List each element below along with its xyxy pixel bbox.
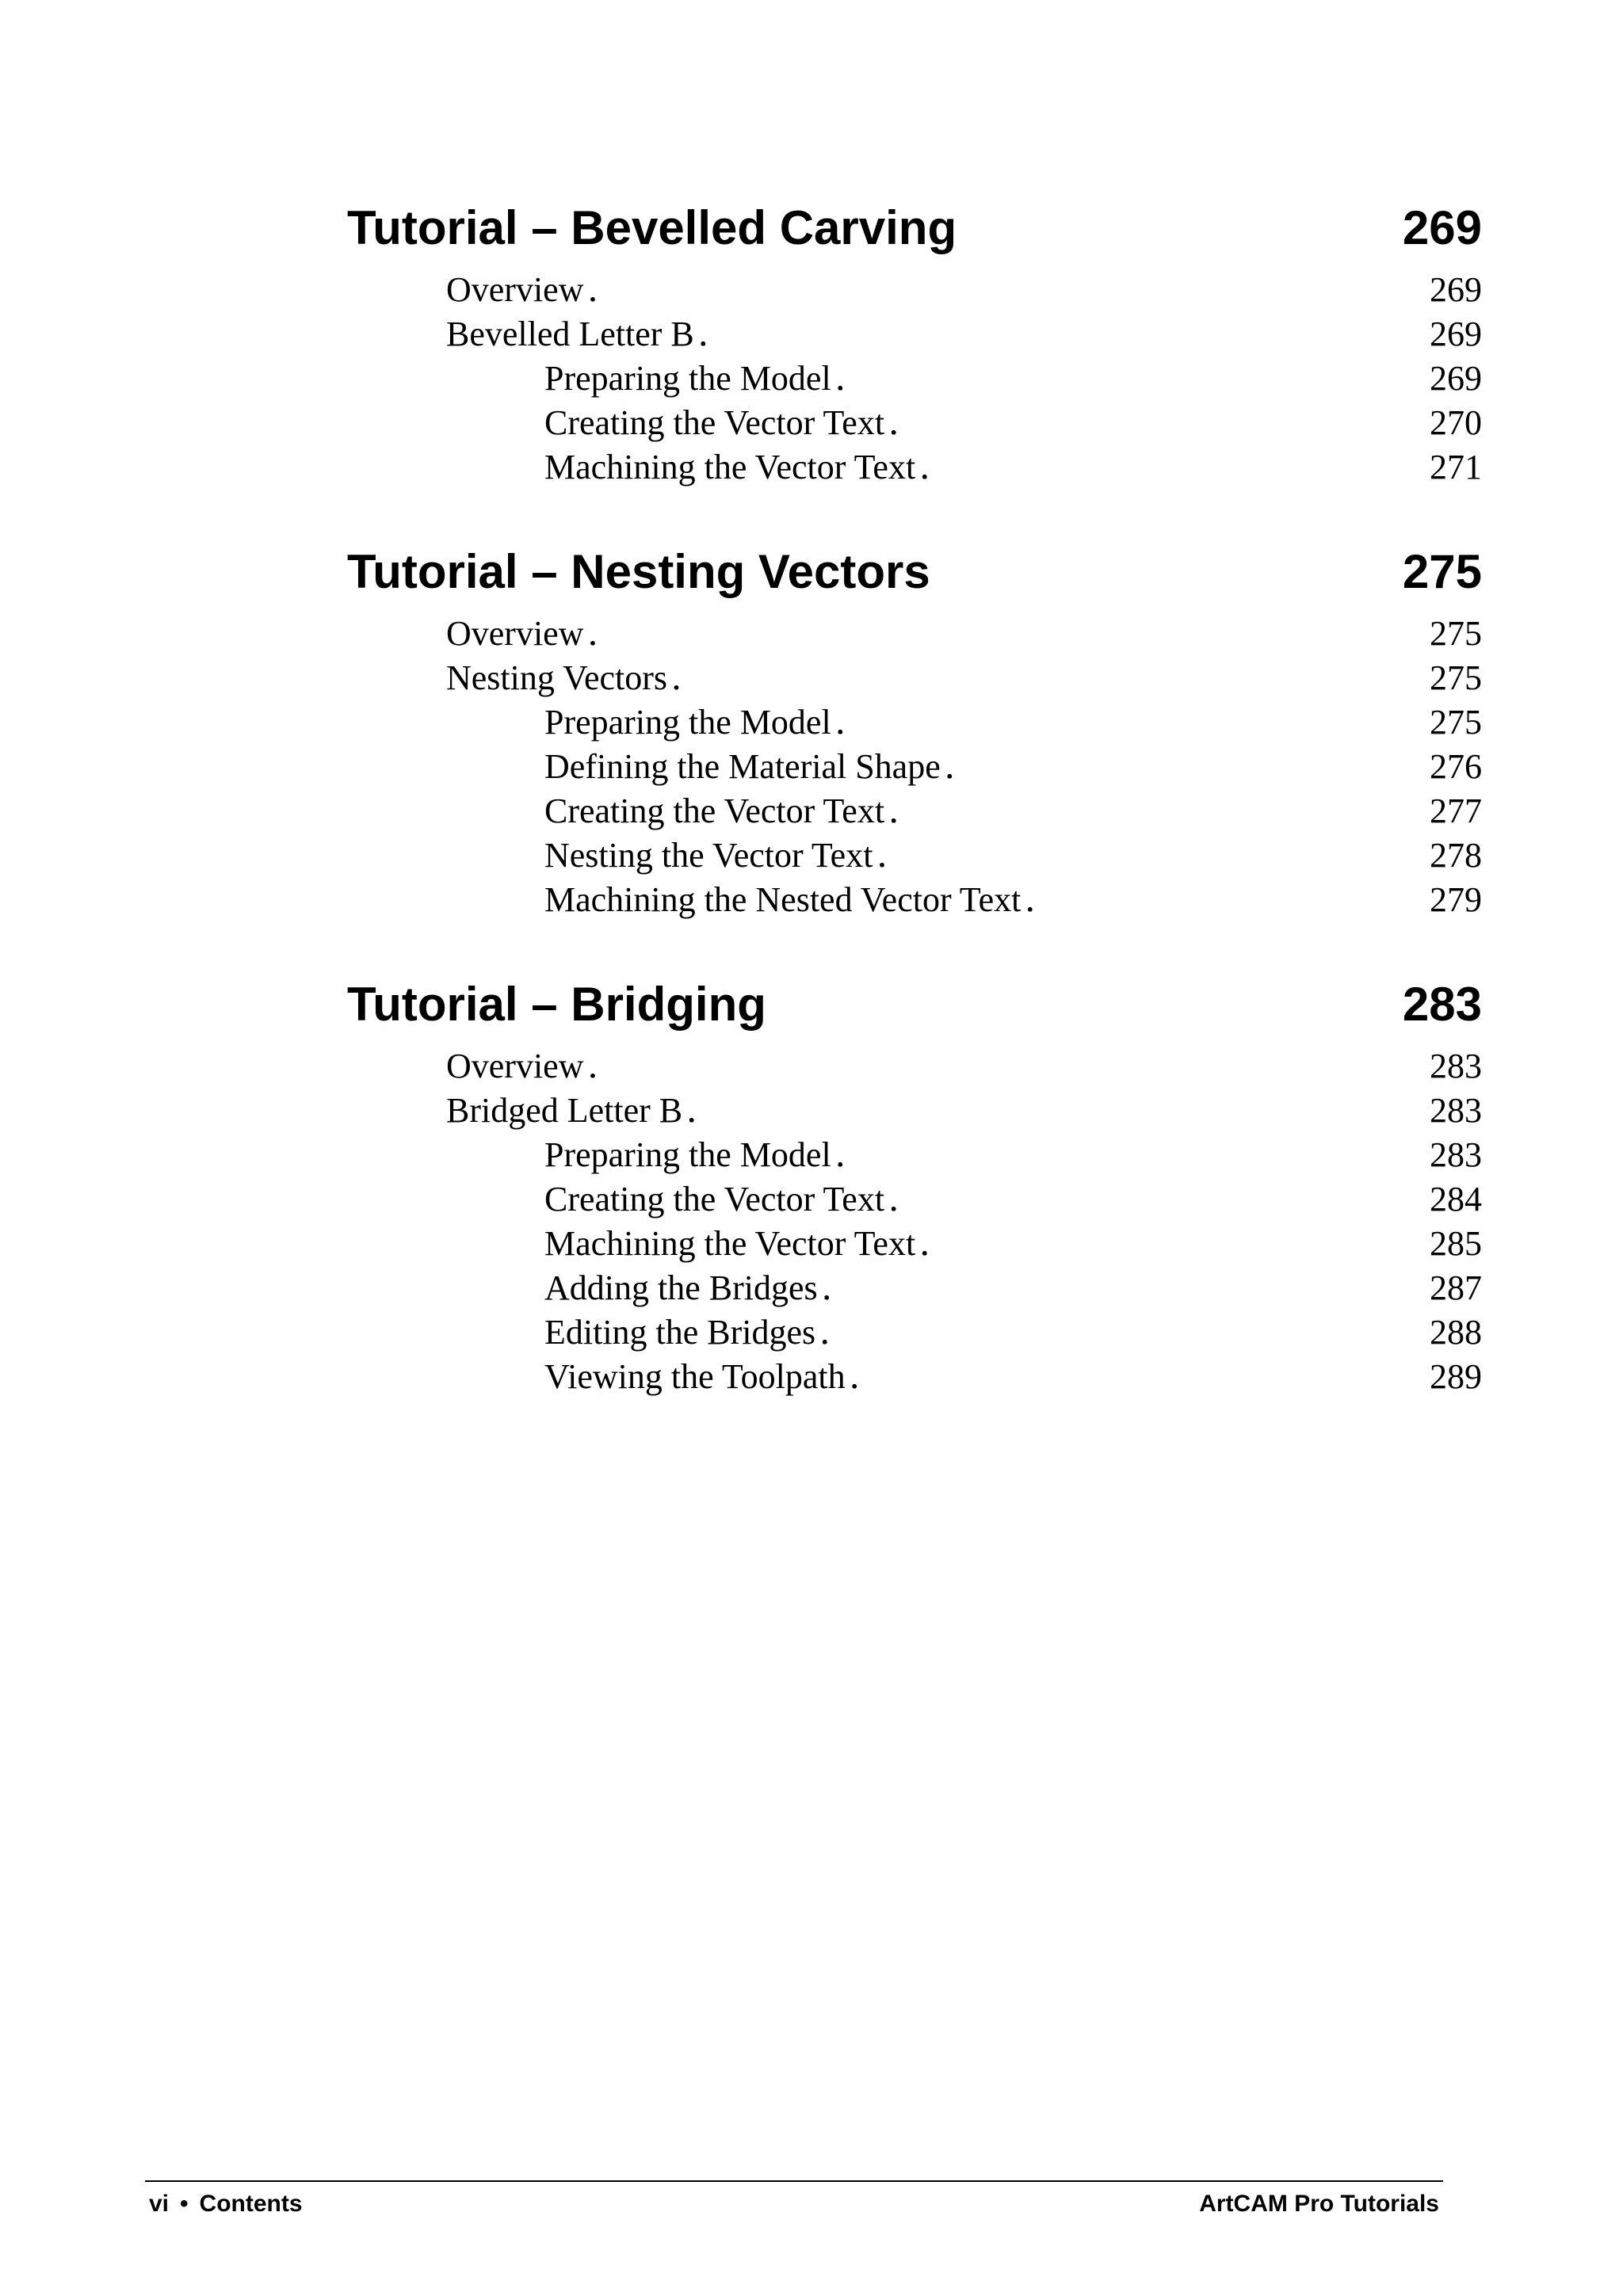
toc-entry[interactable] bbox=[347, 357, 1482, 401]
section-page-number: 269 bbox=[1402, 201, 1482, 254]
toc-entry-label: Creating the Vector Text bbox=[544, 791, 885, 830]
toc-section bbox=[347, 536, 1482, 922]
toc-entry-page-number: 276 bbox=[1430, 747, 1482, 786]
dot-leader bbox=[589, 1044, 1427, 1089]
footer-rule bbox=[145, 2180, 1443, 2182]
dot-leader bbox=[1025, 878, 1426, 922]
toc-entry[interactable] bbox=[347, 1044, 1482, 1089]
page-footer bbox=[149, 2188, 1439, 2220]
toc-entry[interactable] bbox=[347, 445, 1482, 490]
toc-entry[interactable] bbox=[347, 833, 1482, 878]
dot-leader bbox=[820, 1310, 1426, 1355]
toc-section bbox=[347, 968, 1482, 1399]
dot-leader bbox=[687, 1089, 1426, 1133]
toc-entry-label: Overview bbox=[446, 1047, 584, 1085]
dot-leader bbox=[945, 745, 1426, 789]
toc-entry-page-number: 269 bbox=[1430, 270, 1482, 309]
toc-entry[interactable] bbox=[347, 312, 1482, 357]
toc-entry-page-number: 271 bbox=[1430, 448, 1482, 486]
table-of-contents bbox=[347, 192, 1482, 1445]
toc-entry[interactable] bbox=[347, 656, 1482, 700]
toc-entry[interactable] bbox=[347, 745, 1482, 789]
dot-leader bbox=[889, 1177, 1426, 1222]
toc-entry-label: Nesting the Vector Text bbox=[544, 836, 873, 875]
toc-entry-label: Machining the Nested Vector Text bbox=[544, 880, 1022, 919]
section-title: Tutorial – Bevelled Carving bbox=[347, 201, 957, 254]
toc-entry[interactable] bbox=[347, 401, 1482, 445]
toc-entry-page-number: 287 bbox=[1430, 1268, 1482, 1307]
toc-entry-page-number: 269 bbox=[1430, 315, 1482, 353]
section-heading[interactable] bbox=[347, 192, 1482, 265]
dot-leader bbox=[889, 401, 1426, 445]
toc-entry-page-number: 275 bbox=[1430, 658, 1482, 697]
toc-entry-label: Bevelled Letter B bbox=[446, 315, 694, 353]
footer-page-number: vi bbox=[149, 2191, 170, 2217]
toc-entry[interactable] bbox=[347, 1222, 1482, 1266]
dot-leader bbox=[836, 357, 1426, 401]
toc-entry[interactable] bbox=[347, 1133, 1482, 1177]
toc-entry[interactable] bbox=[347, 268, 1482, 312]
toc-entry[interactable] bbox=[347, 700, 1482, 745]
dot-leader bbox=[589, 612, 1427, 656]
toc-entry-page-number: 279 bbox=[1430, 880, 1482, 919]
toc-entry-label: Nesting Vectors bbox=[446, 658, 668, 697]
toc-entry[interactable] bbox=[347, 1355, 1482, 1399]
toc-entry-page-number: 285 bbox=[1430, 1224, 1482, 1263]
toc-entry-page-number: 270 bbox=[1430, 403, 1482, 442]
section-title: Tutorial – Bridging bbox=[347, 978, 766, 1031]
toc-entry-label: Editing the Bridges bbox=[544, 1313, 816, 1352]
dot-leader bbox=[877, 833, 1426, 878]
toc-entry-label: Creating the Vector Text bbox=[544, 403, 885, 442]
dot-leader bbox=[850, 1355, 1426, 1399]
toc-entry[interactable] bbox=[347, 1266, 1482, 1310]
toc-entry-page-number: 284 bbox=[1430, 1180, 1482, 1219]
toc-entry[interactable] bbox=[347, 789, 1482, 833]
toc-entry-label: Defining the Material Shape bbox=[544, 747, 941, 786]
toc-entry-label: Viewing the Toolpath bbox=[544, 1357, 846, 1396]
footer-book-title: ArtCAM Pro Tutorials bbox=[1199, 2191, 1439, 2217]
toc-entry-page-number: 275 bbox=[1430, 703, 1482, 742]
toc-entry-page-number: 277 bbox=[1430, 791, 1482, 830]
dot-leader bbox=[836, 700, 1426, 745]
toc-entry-label: Overview bbox=[446, 270, 584, 309]
toc-entry-label: Bridged Letter B bbox=[446, 1091, 683, 1130]
toc-entry[interactable] bbox=[347, 878, 1482, 922]
section-title: Tutorial – Nesting Vectors bbox=[347, 545, 930, 598]
section-page-number: 283 bbox=[1402, 978, 1482, 1031]
toc-entry[interactable] bbox=[347, 1177, 1482, 1222]
toc-entry-label: Preparing the Model bbox=[544, 359, 831, 398]
toc-entry-label: Overview bbox=[446, 614, 584, 653]
section-heading[interactable] bbox=[347, 536, 1482, 608]
dot-leader bbox=[920, 445, 1426, 490]
dot-leader bbox=[920, 1222, 1426, 1266]
toc-entry-page-number: 283 bbox=[1430, 1091, 1482, 1130]
toc-entry-label: Machining the Vector Text bbox=[544, 448, 916, 486]
toc-entry-label: Preparing the Model bbox=[544, 1135, 831, 1174]
toc-entry-label: Adding the Bridges bbox=[544, 1268, 818, 1307]
dot-leader bbox=[589, 268, 1427, 312]
dot-leader bbox=[699, 312, 1426, 357]
footer-left bbox=[149, 2188, 303, 2220]
dot-leader bbox=[823, 1266, 1426, 1310]
toc-entry-page-number: 275 bbox=[1430, 614, 1482, 653]
section-page-number: 275 bbox=[1402, 545, 1482, 598]
dot-leader bbox=[889, 789, 1426, 833]
toc-entry[interactable] bbox=[347, 1089, 1482, 1133]
toc-entry-page-number: 288 bbox=[1430, 1313, 1482, 1352]
toc-entry-label: Creating the Vector Text bbox=[544, 1180, 885, 1219]
dot-leader bbox=[836, 1133, 1426, 1177]
toc-entry-page-number: 283 bbox=[1430, 1135, 1482, 1174]
toc-entry-page-number: 269 bbox=[1430, 359, 1482, 398]
footer-bullet: • bbox=[180, 2191, 189, 2217]
footer-section: Contents bbox=[199, 2191, 303, 2217]
toc-entry[interactable] bbox=[347, 1310, 1482, 1355]
toc-entry-label: Preparing the Model bbox=[544, 703, 831, 742]
dot-leader bbox=[672, 656, 1426, 700]
toc-entry-page-number: 278 bbox=[1430, 836, 1482, 875]
toc-entry-label: Machining the Vector Text bbox=[544, 1224, 916, 1263]
toc-section bbox=[347, 192, 1482, 490]
toc-entry-page-number: 283 bbox=[1430, 1047, 1482, 1085]
toc-entry-page-number: 289 bbox=[1430, 1357, 1482, 1396]
toc-entry[interactable] bbox=[347, 612, 1482, 656]
section-heading[interactable] bbox=[347, 968, 1482, 1041]
